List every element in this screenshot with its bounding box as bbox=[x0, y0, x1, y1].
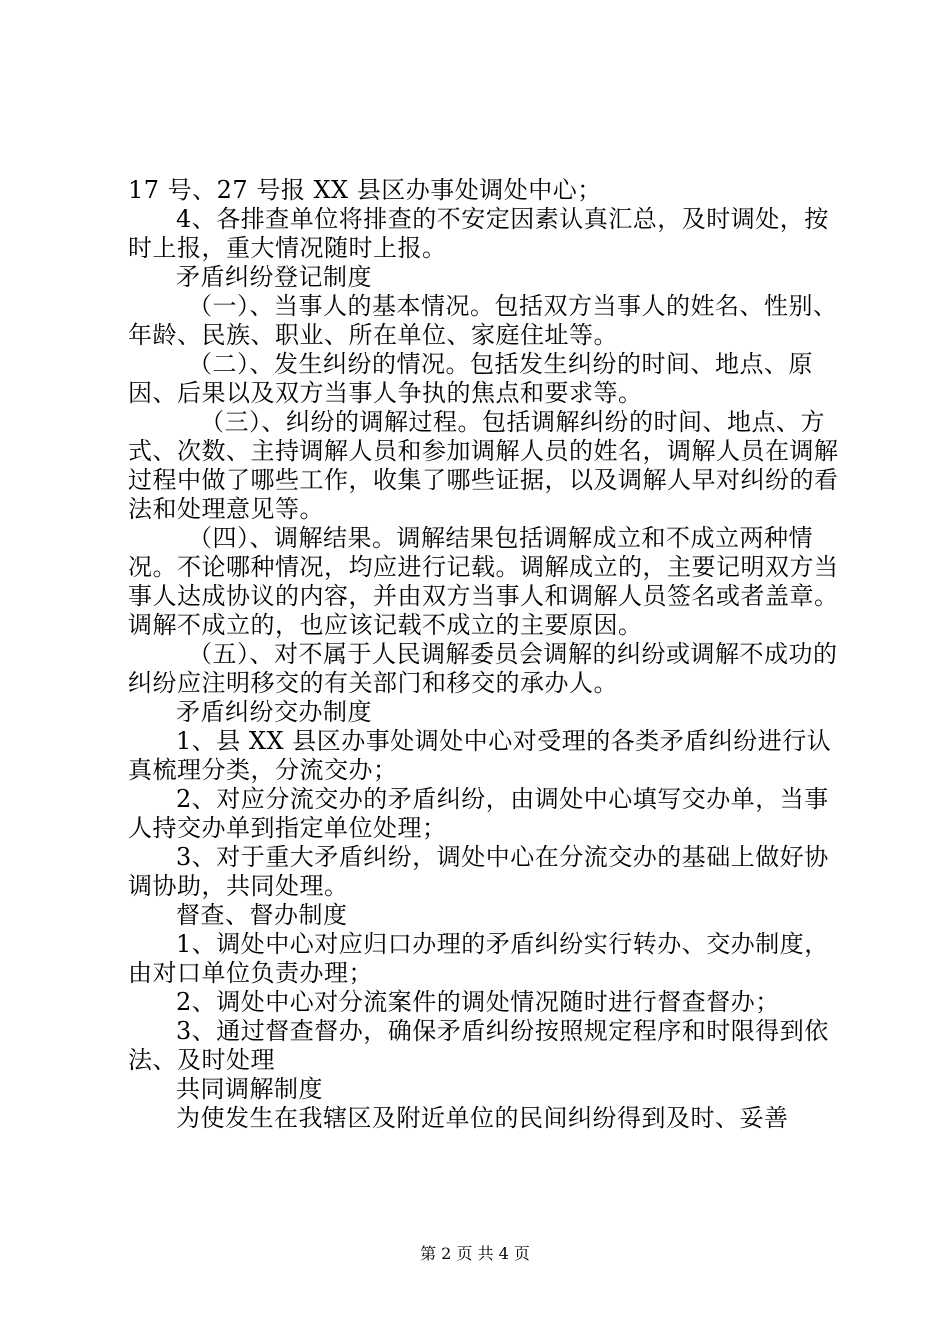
section-heading-supervision: 督查、督办制度 bbox=[176, 901, 348, 929]
section-heading-assignment: 矛盾纠纷交办制度 bbox=[176, 698, 372, 726]
section-heading-joint-mediation: 共同调解制度 bbox=[176, 1075, 323, 1103]
paragraph-registration-3: （三）、纠纷的调解过程。包括调解纠纷的时间、地点、方式、次数、主持调解人员和参加调解人员的姓名，调解人员在调解过程中做了哪些工作，收集了哪些证据，以及调解人早对纠纷的看法和处理意见等。 bbox=[128, 408, 839, 523]
paragraph-supervision-1: 1、调处中心对应归口办理的矛盾纠纷实行转办、交办制度，由对口单位负责办理； bbox=[128, 930, 829, 987]
section-heading-registration: 矛盾纠纷登记制度 bbox=[176, 263, 372, 291]
paragraph-registration-1: （一）、当事人的基本情况。包括双方当事人的姓名、性别、年龄、民族、职业、所在单位、家庭住址等。 bbox=[128, 292, 838, 349]
paragraph-supervision-2: 2、调处中心对分流案件的调处情况随时进行督查督办； bbox=[176, 988, 780, 1016]
paragraph-item-4: 4、各排查单位将排查的不安定因素认真汇总，及时调处，按时上报，重大情况随时上报。 bbox=[128, 205, 829, 262]
paragraph-assignment-2: 2、对应分流交办的矛盾纠纷，由调处中心填写交办单，当事人持交办单到指定单位处理； bbox=[128, 785, 829, 842]
paragraph-registration-4: （四）、调解结果。调解结果包括调解成立和不成立两种情况。不论哪种情况，均应进行记载。调解成立的，主要记明双方当事人达成协议的内容，并由双方当事人和调解人员签名或者盖章。调解不成立的，也应该记载不成立的主要原因。 bbox=[128, 524, 839, 639]
paragraph-assignment-1: 1、县 XX 县区办事处调处中心对受理的各类矛盾纠纷进行认真梳理分类，分流交办； bbox=[128, 727, 832, 784]
page-footer: 第 2 页 共 4 页 bbox=[420, 1244, 530, 1263]
paragraph-joint-mediation-1: 为使发生在我辖区及附近单位的民间纠纷得到及时、妥善 bbox=[176, 1104, 789, 1132]
document-body bbox=[128, 176, 848, 1133]
paragraph-registration-2: （二）、发生纠纷的情况。包括发生纠纷的时间、地点、原因、后果以及双方当事人争执的焦点和要求等。 bbox=[128, 350, 813, 407]
paragraph-assignment-3: 3、对于重大矛盾纠纷，调处中心在分流交办的基础上做好协调协助，共同处理。 bbox=[128, 843, 829, 900]
paragraph-continuation: 17 号、27 号报 XX 县区办事处调处中心； bbox=[128, 176, 602, 204]
paragraph-supervision-3: 3、通过督查督办，确保矛盾纠纷按照规定程序和时限得到依法、及时处理 bbox=[128, 1017, 829, 1074]
paragraph-registration-5: （五）、对不属于人民调解委员会调解的纠纷或调解不成功的纠纷应注明移交的有关部门和移交的承办人。 bbox=[128, 640, 838, 697]
